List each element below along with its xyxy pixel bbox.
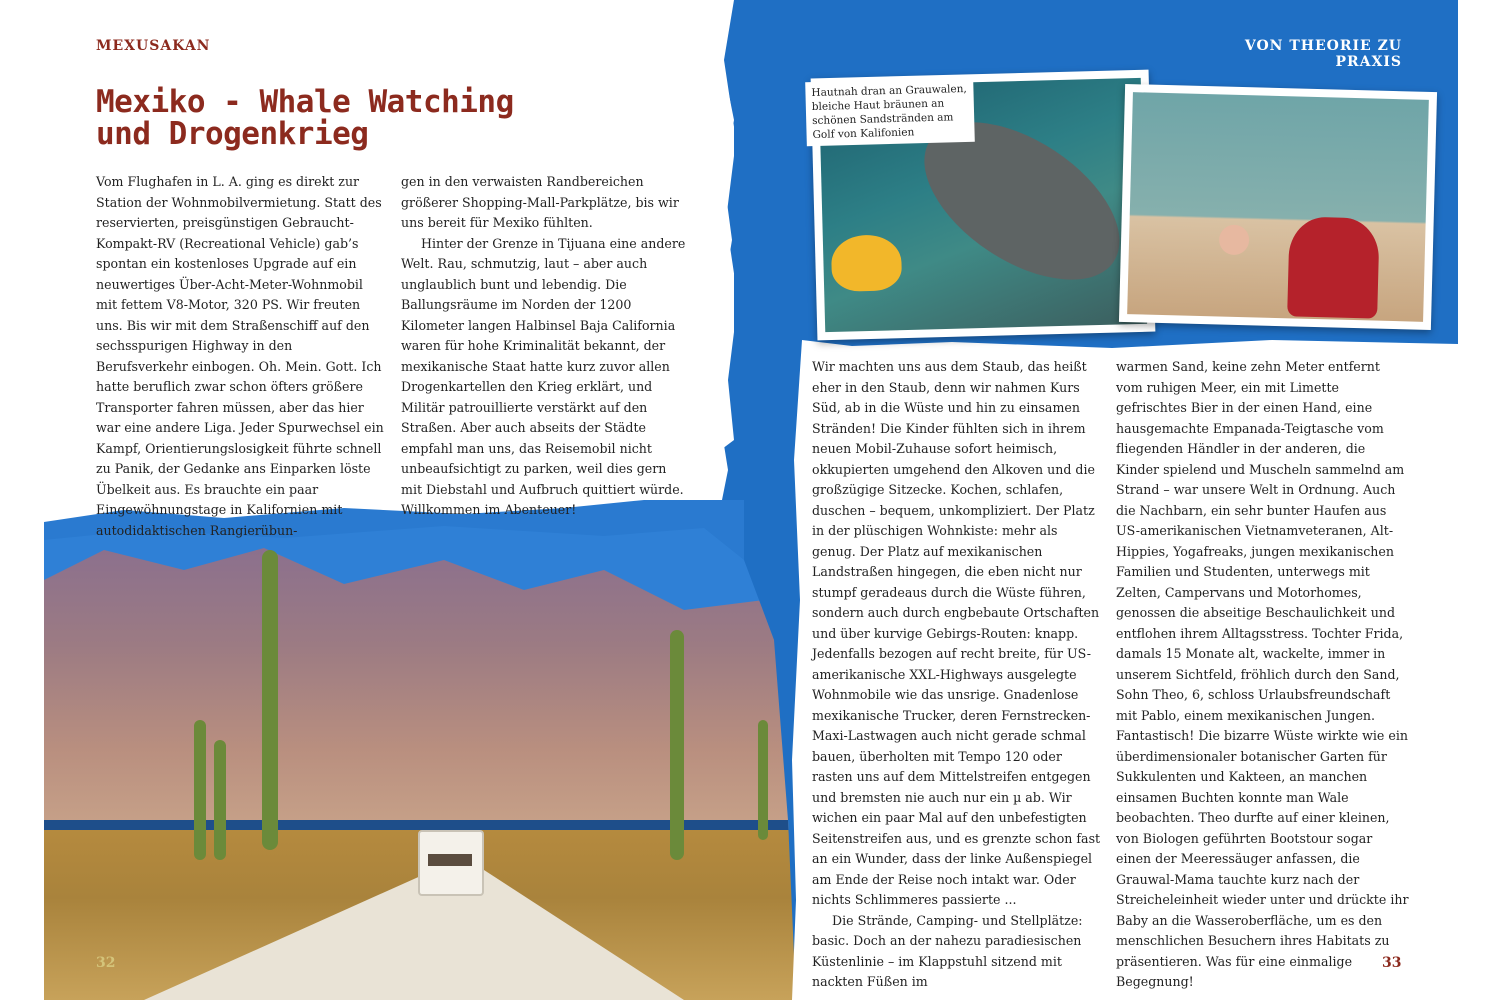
text-column-1: [96, 172, 386, 541]
photo-caption: Hautnah dran an Grauwalen, bleiche Haut bräunen an schönen Sandstränden am Golf von Kalifonien: [805, 78, 975, 146]
page-number-right: 33: [1382, 955, 1402, 971]
page-number-left: 32: [96, 955, 116, 971]
desert-road-photo: [44, 520, 796, 1000]
cactus-right: [670, 630, 684, 860]
headline: [96, 86, 536, 150]
section-label-right: VON THEORIE ZU PRAXIS: [1244, 38, 1402, 70]
headline-line-1: Mexiko - Whale Watching: [96, 84, 514, 120]
cactus-tall: [262, 550, 278, 850]
text-column-3: [812, 357, 1104, 993]
text-column-2: [401, 172, 691, 521]
right-margin: [1458, 0, 1500, 1000]
cactus-left-2: [214, 740, 226, 860]
child-hat: [831, 234, 902, 292]
headline-line-2: und Drogenkrieg: [96, 116, 369, 152]
text-column-4: [1116, 357, 1410, 993]
paragraph: Wir machten uns aus dem Staub, das heißt eher in den Staub, denn wir nahmen Kurs Süd, ab in die Wüste und hin zu einsamen Stränden! Die Kinder fühlten sich in ihrem neuen Mobil-Zuhause sofort heimisch, okkupierten umgehend den Alkoven und die großzügige Sitzecke. Kochen, schlafen, duschen – bequem, unkompliziert. Der Platz in der plüschigen Wohnkiste: mehr als genug. Der Platz auf mexikanischen Landstraßen hingegen, die eben nicht nur stumpf geradeaus durch die Wüste führen, sondern auch durch engbebaute Ortschaften und über kurvige Gebirgs-Routen: knapp. Jedenfalls bezogen auf recht breite, für US-amerikanische XXL-Highways ausgelegte Wohnmobile wie das unsrige. Gnadenlose mexikanische Trucker, deren Fernstrecken-Maxi-Lastwagen auch nicht gerade schmal bauen, überholten mit Tempo 120 oder rasten uns auf dem Mittelstreifen entgegen und bremsten nie auch nur ein µ ab. Wir wichen ein paar Mal auf den unbefestigten Seitenstreifen aus, und es grenzte schon fast an ein Wunder, dass der linke Außenspiegel am Ende der Reise noch intakt war. Oder nichts Schlimmeres passierte ...: [812, 359, 1101, 907]
child-figure: [1219, 224, 1250, 255]
cactus-far-right: [758, 720, 768, 840]
paragraph: warmen Sand, keine zehn Meter entfernt vom ruhigen Meer, ein mit Limette gefrischtes Bier in der einen Hand, eine hausgemachte Empanada-Teigtasche vom fliegenden Händler in der anderen, die Kinder spielend und Muscheln sammelnd am Strand – war unsere Welt in Ordnung. Auch die Nachbarn, ein sehr bunter Haufen aus US-amerikanischen Vietnamveteranen, Alt-Hippies, Yogafreaks, jungen mexikanischen Familien und Studenten, unterwegs mit Zelten, Campervans und Motorhomes, genossen die abseitige Beschaulichkeit und entflohen ihrem Alltagsstress. Tochter Frida, damals 15 Monate alt, wackelte, immer in unserem Sichtfeld, fröhlich durch den Sand, Sohn Theo, 6, schloss Urlaubsfreundschaft mit Pablo, einem mexikanischen Jungen. Fantastisch! Die bizarre Wüste wirkte wie ein überdimensionaler botanischer Garten für Sukkulenten und Kakteen, an manchen einsamen Buchten konnte man Wale beobachten. Theo durfte auf einer kleinen, von Biologen geführten Bootstour sogar einen der Meeressäuger anfassen, die Grauwal-Mama tauchte kurz nach der Streicheleinheit wieder unter und drückte ihr Baby an die Wasseroberfläche, um es den menschlichen Besuchern ihres Habitats zu präsentieren. Was für eine einmalige Begegnung!: [1116, 359, 1409, 989]
section-label-left: MEXUSAKAN: [96, 38, 211, 54]
cactus-left: [194, 720, 206, 860]
paragraph: Vom Flughafen in L. A. ging es direkt zur Station der Wohnmobilvermietung. Statt des reservierten, preisgünstigen Gebraucht-Kompakt-RV (Recreational Vehicle) gab’s spontan ein kostenloses Upgrade auf ein neuwertiges Über-Acht-Meter-Wohnmobil mit fettem V8-Motor, 320 PS. Wir freuten uns. Bis wir mit dem Straßenschiff auf den sechsspurigen Highway in den Berufsverkehr einbogen. Oh. Mein. Gott. Ich hatte beruflich zwar schon öfters größere Transporter fahren müssen, aber das hier war eine andere Liga. Jeder Spurwechsel ein Kampf, Orientierungslosigkeit führte schnell zu Panik, der Gedanke ans Einparken löste Übelkeit aus. Es brauchte ein paar Eingewöhnungstage in Kalifornien mit autodidaktischen Rangierübun-: [96, 174, 384, 538]
paragraph: gen in den verwaisten Randbereichen größerer Shopping-Mall-Parkplätze, bis wir uns bereit für Mexiko fühlten.: [401, 174, 679, 230]
paragraph: Die Strände, Camping- und Stellplätze: basic. Doch an der nahezu paradiesischen Küstenlinie – im Klappstuhl sitzend mit nackten Füßen im: [812, 912, 1083, 989]
paragraph: Hinter der Grenze in Tijuana eine andere Welt. Rau, schmutzig, laut – aber auch unglaublich bunt und lebendig. Die Ballungsräume im Norden der 1200 Kilometer langen Halbinsel Baja California waren für hohe Kriminalität bekannt, der mexikanische Staat hatte kurz zuvor allen Drogenkartellen den Krieg erklärt, und Militär patrouillierte verstärkt auf den Straßen. Aber auch abseits der Städte empfahl man uns, das Reisemobil nicht unbeaufsichtigt zu parken, weil dies gern mit Diebstahl und Aufbruch quittiert würde. Willkommen im Abenteuer!: [401, 235, 686, 517]
beach-photo: [1119, 84, 1437, 330]
beach-photo-image: [1127, 92, 1429, 322]
motorhome: [418, 830, 484, 896]
woman-figure: [1287, 216, 1380, 318]
